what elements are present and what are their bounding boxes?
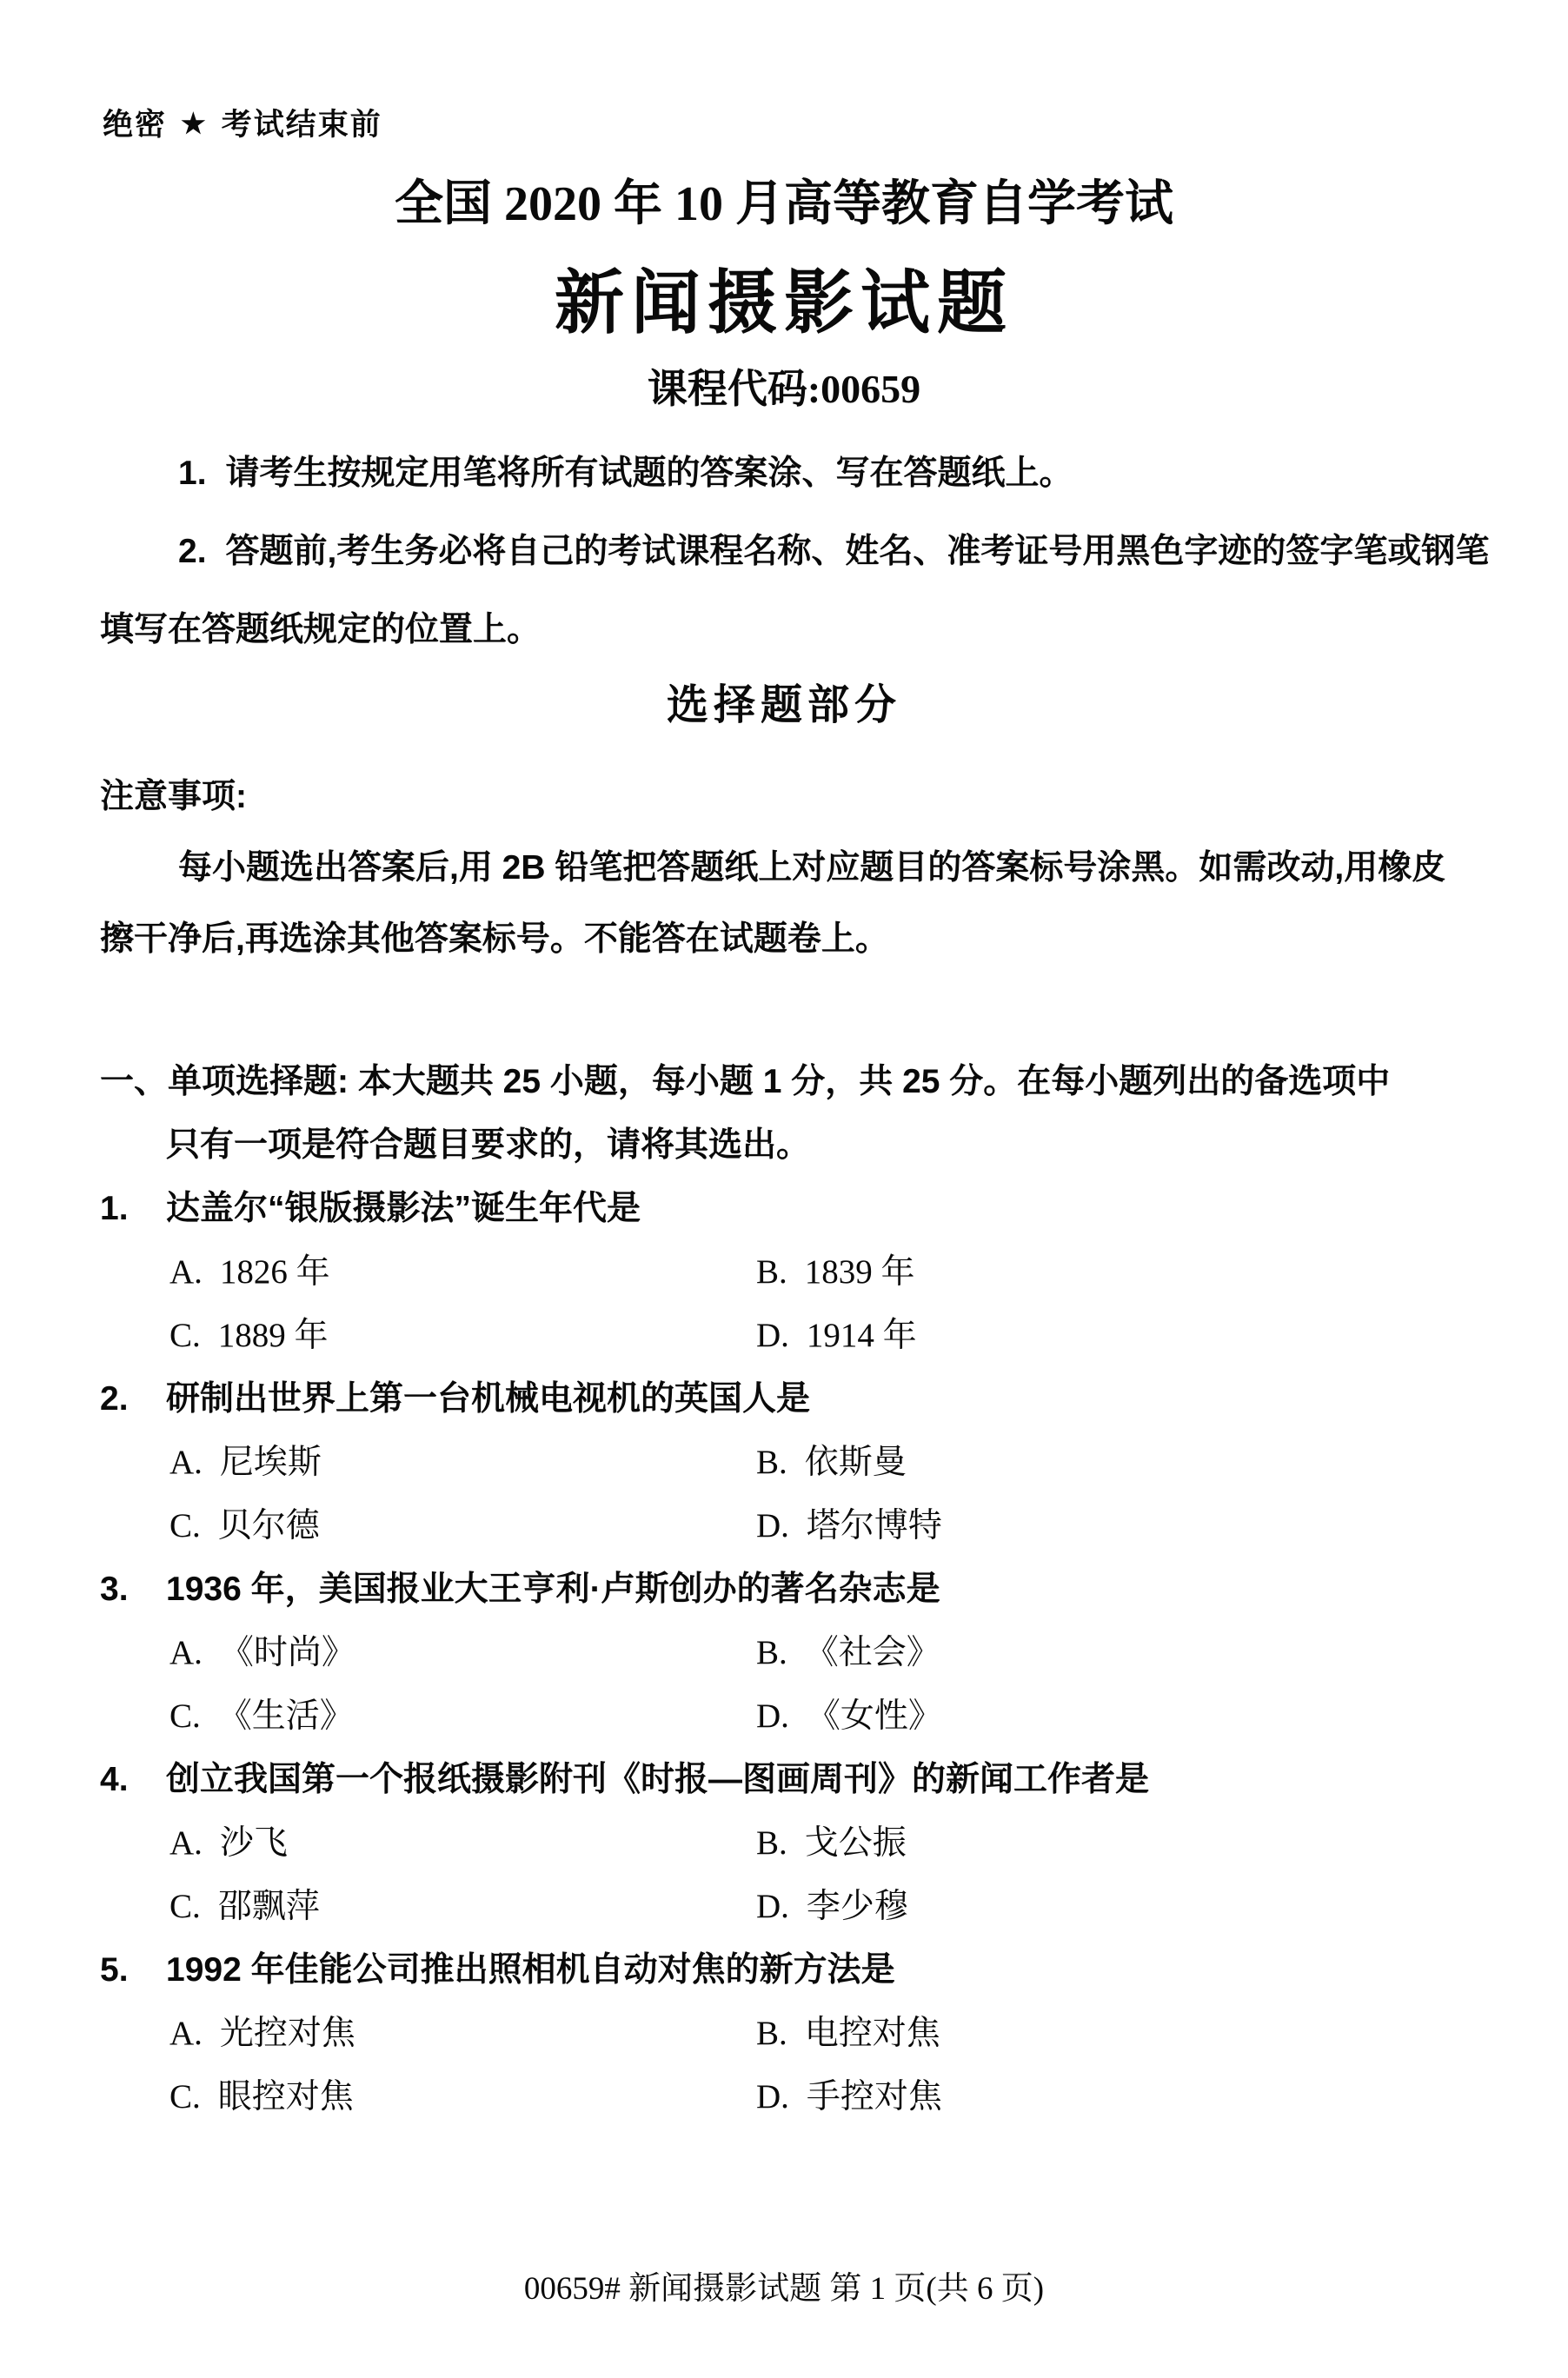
question-3-stem: 1936 年，美国报业大王亨利·卢斯创办的著名杂志是: [166, 1571, 940, 1608]
security-classification: [103, 101, 382, 144]
option-c-label: C.: [169, 1888, 201, 1925]
instruction-item-1: [100, 435, 1485, 513]
question-4-option-b: [756, 1811, 1485, 1875]
instruction-1-text: 请考生按规定用笔将所有试题的答案涂、写在答题纸上。: [225, 455, 1073, 492]
question-2-number: 2.: [100, 1380, 129, 1418]
option-c-text: 眼控对焦: [217, 2078, 354, 2116]
question-area: [100, 1050, 1485, 2129]
part1-heading: [100, 1050, 1485, 1177]
question-3-option-a: [169, 1621, 756, 1684]
option-d-label: D.: [756, 1697, 789, 1735]
question-1: [100, 1177, 1485, 1367]
question-2-option-a: [169, 1431, 756, 1494]
question-3-option-b: [756, 1621, 1485, 1684]
option-b-text: 电控对焦: [804, 2015, 940, 2052]
question-1-option-d: [756, 1304, 1485, 1367]
question-4-number: 4.: [100, 1761, 129, 1798]
question-5-option-c: [169, 2065, 756, 2129]
option-d-text: 塔尔博特: [806, 1507, 942, 1544]
paper-title: 新闻摄影试题: [555, 264, 1013, 342]
question-5-stem: 1992 年佳能公司推出照相机自动对焦的新方法是: [166, 1951, 895, 1989]
question-4-option-c: [169, 1875, 756, 1938]
option-d-label: D.: [756, 1507, 789, 1544]
option-c-label: C.: [169, 1697, 201, 1735]
option-b-text: 1839 年: [804, 1253, 915, 1291]
option-d-label: D.: [756, 2078, 789, 2116]
question-3-option-c: [169, 1684, 756, 1748]
question-2-option-d: [756, 1494, 1485, 1558]
question-2-option-c: [169, 1494, 756, 1558]
option-c-label: C.: [169, 1317, 201, 1354]
timing-note-label: 考试结束前: [221, 108, 382, 142]
option-b-label: B.: [756, 1253, 787, 1291]
option-a-text: 《时尚》: [219, 1634, 355, 1671]
question-1-stem: 达盖尔“银版摄影法”诞生年代是: [166, 1190, 641, 1227]
notice-text-line1: 每小题选出答案后,用 2B 铅笔把答题纸上对应题目的答案标号涂黑。如需改动,用橡皮: [178, 849, 1446, 887]
question-4-option-a: [169, 1811, 756, 1875]
question-3-option-d: [756, 1684, 1485, 1748]
question-1-option-a: [169, 1240, 756, 1304]
option-a-text: 沙飞: [219, 1824, 288, 1862]
general-instructions: [100, 435, 1490, 669]
option-c-text: 《生活》: [217, 1697, 354, 1735]
question-5-option-d: [756, 2065, 1485, 2129]
option-b-label: B.: [756, 1444, 787, 1481]
option-d-text: 1914 年: [806, 1317, 917, 1354]
option-d-text: 李少穆: [806, 1888, 908, 1925]
option-a-label: A.: [169, 1444, 203, 1481]
notice-text-line2: 擦干净后,再选涂其他答案标号。不能答在试题卷上。: [100, 920, 889, 958]
question-3-number: 3.: [100, 1571, 129, 1608]
option-c-text: 贝尔德: [217, 1507, 320, 1544]
section-heading: 选择题部分: [666, 682, 901, 728]
part1-heading-line2: 只有一项是符合题目要求的，请将其选出。: [166, 1126, 811, 1164]
option-b-label: B.: [756, 1634, 787, 1671]
option-c-label: C.: [169, 1507, 201, 1544]
option-b-text: 戈公振: [804, 1824, 907, 1862]
notice-block: [100, 761, 1485, 975]
star-icon: ★: [181, 108, 208, 139]
question-2-option-b: [756, 1431, 1485, 1494]
option-a-label: A.: [169, 1634, 203, 1671]
course-code: 课程代码:00659: [647, 367, 921, 411]
option-d-text: 手控对焦: [806, 2078, 942, 2116]
instruction-2-number: 2.: [178, 533, 207, 570]
question-3: [100, 1558, 1485, 1748]
option-d-label: D.: [756, 1317, 789, 1354]
exam-title: 全国 2020 年 10 月高等教育自学考试: [395, 177, 1173, 231]
option-b-text: 《社会》: [804, 1634, 940, 1671]
notice-title: 注意事项:: [100, 778, 247, 815]
option-d-text: 《女性》: [806, 1697, 942, 1735]
instruction-item-2: [100, 513, 1490, 591]
title-block: [0, 165, 1568, 415]
question-5-number: 5.: [100, 1951, 129, 1989]
option-c-label: C.: [169, 2078, 201, 2116]
question-5-option-a: [169, 2002, 756, 2065]
instruction-1-number: 1.: [178, 455, 207, 492]
question-1-option-c: [169, 1304, 756, 1367]
question-2-stem: 研制出世界上第一台机械电视机的英国人是: [166, 1380, 811, 1418]
question-1-option-b: [756, 1240, 1485, 1304]
question-4-stem: 创立我国第一个报纸摄影附刊《时报—图画周刊》的新闻工作者是: [166, 1761, 1150, 1798]
option-a-label: A.: [169, 1253, 203, 1291]
option-a-label: A.: [169, 2015, 203, 2052]
option-b-text: 依斯曼: [804, 1444, 907, 1481]
option-a-text: 光控对焦: [219, 2015, 355, 2052]
page-footer: 00659# 新闻摄影试题 第 1 页(共 6 页): [523, 2271, 1045, 2307]
option-b-label: B.: [756, 2015, 787, 2052]
question-4-option-d: [756, 1875, 1485, 1938]
instruction-item-2-continuation: 填写在答题纸规定的位置上。: [100, 611, 541, 648]
option-b-label: B.: [756, 1824, 787, 1862]
security-level-label: 绝密: [103, 108, 168, 142]
option-d-label: D.: [756, 1888, 789, 1925]
instruction-2-text-line1: 答题前,考生务必将自己的考试课程名称、姓名、准考证号用黑色字迹的签字笔或钢笔: [225, 533, 1490, 570]
option-c-text: 1889 年: [217, 1317, 329, 1354]
question-2: [100, 1367, 1485, 1558]
question-5: [100, 1938, 1485, 2129]
question-1-number: 1.: [100, 1190, 129, 1227]
question-4: [100, 1748, 1485, 1938]
part1-heading-line1: 一、单项选择题: 本大题共 25 小题，每小题 1 分，共 25 分。在每小题列出的备选项中: [100, 1063, 1391, 1100]
option-a-label: A.: [169, 1824, 203, 1862]
question-5-option-b: [756, 2002, 1485, 2065]
option-a-text: 1826 年: [219, 1253, 330, 1291]
option-a-text: 尼埃斯: [219, 1444, 322, 1481]
option-c-text: 邵飘萍: [217, 1888, 320, 1925]
